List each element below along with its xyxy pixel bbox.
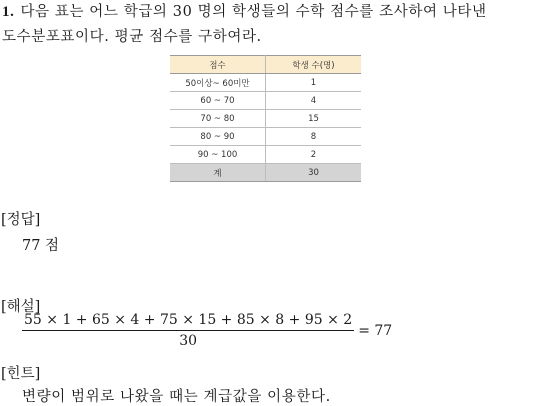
question-line-2: 도수분포표이다. 평균 점수를 구하여라. <box>2 29 262 45</box>
question-line-1-text: 다음 표는 어느 학급의 30 명의 학생들의 수학 점수를 조사하여 나타낸 <box>20 4 487 20</box>
table-header-row <box>170 56 361 74</box>
formula-result: = 77 <box>358 322 393 339</box>
count-cell: 8 <box>266 128 362 146</box>
question-text <box>2 0 530 50</box>
count-cell: 4 <box>266 92 362 110</box>
table-row <box>170 146 361 164</box>
formula-fraction <box>22 312 354 349</box>
range-cell: 70 ~ 80 <box>170 110 266 128</box>
table-total-row <box>170 164 361 182</box>
frequency-table-container <box>170 55 361 182</box>
count-cell: 1 <box>266 74 362 92</box>
range-cell: 80 ~ 90 <box>170 128 266 146</box>
header-student-count: 학생 수(명) <box>266 56 362 74</box>
answer-value: 77 점 <box>22 238 60 254</box>
table-row <box>170 92 361 110</box>
range-cell: 90 ~ 100 <box>170 146 266 164</box>
hint-text: 변량이 범위로 나왔을 때는 계급값을 이용한다. <box>22 389 331 405</box>
answer-label: [정답] <box>1 212 41 228</box>
table-row <box>170 74 361 92</box>
range-cell: 60 ~ 70 <box>170 92 266 110</box>
table-row <box>170 128 361 146</box>
question-line-1 <box>2 0 530 25</box>
header-score: 점수 <box>170 56 266 74</box>
formula-denominator: 30 <box>179 333 198 349</box>
explanation-label: [해설] <box>1 299 41 315</box>
formula-numerator: 55 × 1 + 65 × 4 + 75 × 15 + 85 × 8 + 95 × 2 <box>24 312 353 328</box>
hint-label: [힌트] <box>1 366 41 382</box>
frequency-table <box>170 55 361 182</box>
count-cell: 15 <box>266 110 362 128</box>
mean-formula <box>22 312 392 349</box>
total-label: 계 <box>170 164 266 182</box>
table-row <box>170 110 361 128</box>
question-number: 1. <box>2 4 15 20</box>
count-cell: 2 <box>266 146 362 164</box>
total-value: 30 <box>266 164 362 182</box>
range-cell: 50이상~ 60미만 <box>170 74 266 92</box>
